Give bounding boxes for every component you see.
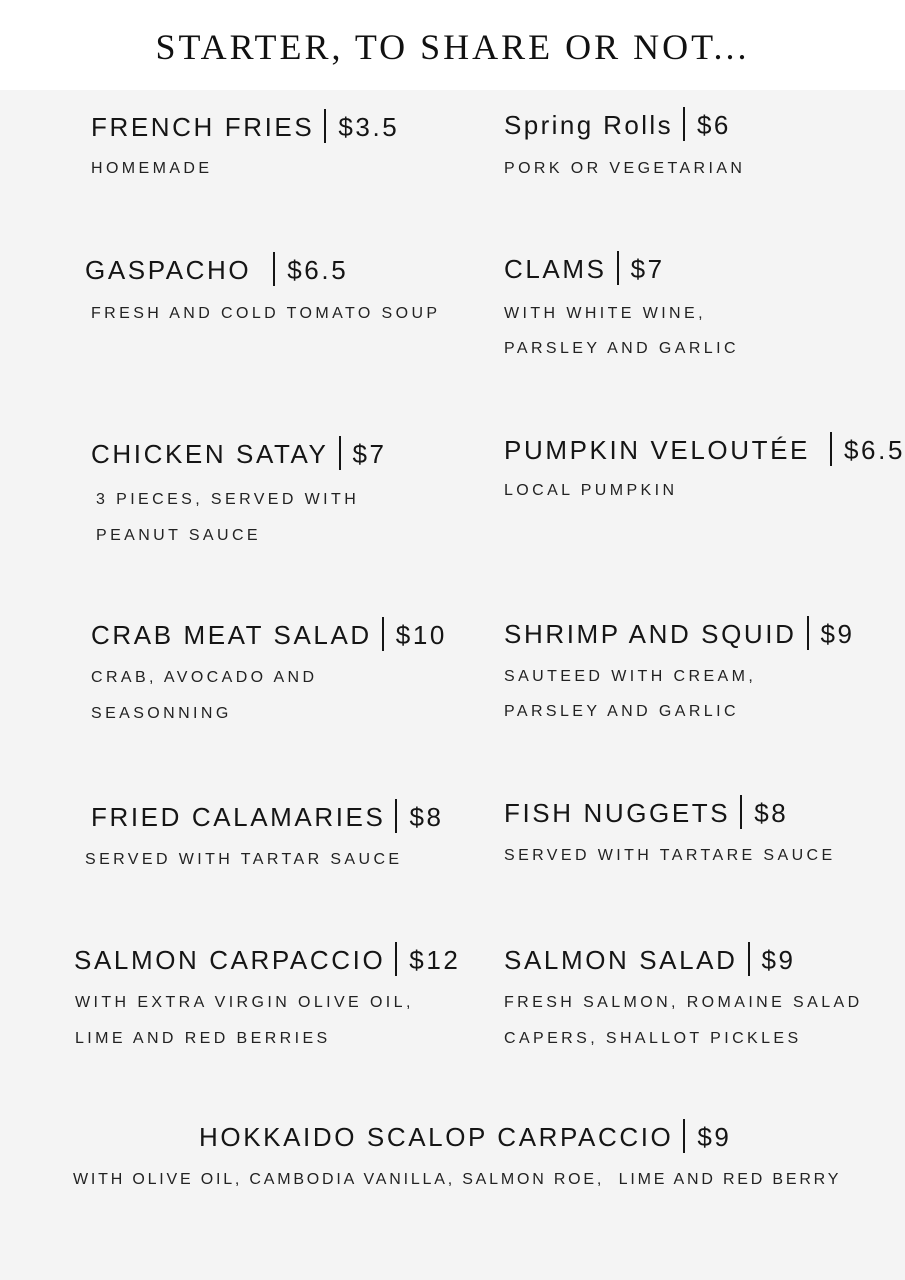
item-description: HOMEMADE xyxy=(91,160,213,177)
item-name: GASPACHO xyxy=(85,255,252,285)
item-name-line xyxy=(85,252,348,288)
item-name: PUMPKIN VELOUTÉE xyxy=(504,435,810,465)
item-description: LIME AND RED BERRIES xyxy=(75,1030,331,1047)
item-name: SALMON CARPACCIO xyxy=(74,945,386,975)
price-separator xyxy=(748,942,750,976)
item-name-line xyxy=(504,251,665,287)
price-separator xyxy=(273,252,275,286)
price-separator xyxy=(395,799,397,833)
price-separator xyxy=(324,109,326,143)
price-separator xyxy=(395,942,397,976)
item-name-line xyxy=(91,617,447,653)
item-description: PORK OR VEGETARIAN xyxy=(504,160,746,177)
item-name: HOKKAIDO SCALOP CARPACCIO xyxy=(199,1122,674,1152)
price-separator xyxy=(683,1119,685,1153)
item-description: 3 PIECES, SERVED WITH xyxy=(96,491,360,508)
item-name-line xyxy=(504,616,855,652)
menu-header xyxy=(0,0,905,90)
item-name: CLAMS xyxy=(504,254,607,284)
item-name-line xyxy=(504,795,788,831)
page-title: STARTER, TO SHARE OR NOT... xyxy=(155,27,750,67)
item-description: PARSLEY AND GARLIC xyxy=(504,340,739,357)
item-name: FRIED CALAMARIES xyxy=(91,802,386,832)
item-name-line xyxy=(199,1119,732,1155)
item-price: $9 xyxy=(761,945,796,975)
price-separator xyxy=(683,107,685,141)
item-description: PEANUT SAUCE xyxy=(96,527,261,544)
item-description: SERVED WITH TARTARE SAUCE xyxy=(504,847,836,864)
item-name-line xyxy=(91,436,387,472)
item-description: PARSLEY AND GARLIC xyxy=(504,703,739,720)
item-description: SEASONNING xyxy=(91,705,232,722)
price-separator xyxy=(339,436,341,470)
item-price: $10 xyxy=(395,620,447,650)
price-separator xyxy=(740,795,742,829)
item-name-line xyxy=(91,109,399,145)
price-separator xyxy=(807,616,809,650)
item-name: Spring Rolls xyxy=(504,110,673,140)
item-price: $7 xyxy=(352,439,387,469)
item-price: $7 xyxy=(630,254,665,284)
item-price: $8 xyxy=(754,798,789,828)
item-price: $9 xyxy=(697,1122,732,1152)
item-name-line xyxy=(91,799,444,835)
item-description: WITH EXTRA VIRGIN OLIVE OIL, xyxy=(75,994,414,1011)
item-name: CHICKEN SATAY xyxy=(91,439,329,469)
price-separator xyxy=(830,432,832,466)
item-description: WITH OLIVE OIL, CAMBODIA VANILLA, SALMON ROE, LIME AND RED BERRY xyxy=(73,1171,842,1188)
item-description: FRESH AND COLD TOMATO SOUP xyxy=(91,305,441,322)
item-name: FISH NUGGETS xyxy=(504,798,731,828)
item-name-line xyxy=(504,942,796,978)
item-price: $9 xyxy=(820,619,855,649)
item-description: SERVED WITH TARTAR SAUCE xyxy=(85,851,403,868)
item-name: SALMON SALAD xyxy=(504,945,738,975)
item-price: $8 xyxy=(409,802,444,832)
item-description: SAUTEED WITH CREAM, xyxy=(504,668,757,685)
item-description: FRESH SALMON, ROMAINE SALAD xyxy=(504,994,863,1011)
price-separator xyxy=(382,617,384,651)
item-price: $6 xyxy=(696,110,731,140)
item-name: CRAB MEAT SALAD xyxy=(91,620,372,650)
item-price: $6.5 xyxy=(287,255,349,285)
price-separator xyxy=(617,251,619,285)
item-price: $3.5 xyxy=(338,112,400,142)
item-name: SHRIMP AND SQUID xyxy=(504,619,797,649)
item-name-line xyxy=(504,107,731,143)
item-description: CAPERS, SHALLOT PICKLES xyxy=(504,1030,802,1047)
item-description: LOCAL PUMPKIN xyxy=(504,482,678,499)
item-description: WITH WHITE WINE, xyxy=(504,305,706,322)
item-price: $6.5 xyxy=(844,435,905,465)
item-price: $12 xyxy=(409,945,461,975)
item-name-line xyxy=(504,432,905,468)
item-description: CRAB, AVOCADO AND xyxy=(91,669,318,686)
item-name-line xyxy=(74,942,460,978)
item-name: FRENCH FRIES xyxy=(91,112,315,142)
